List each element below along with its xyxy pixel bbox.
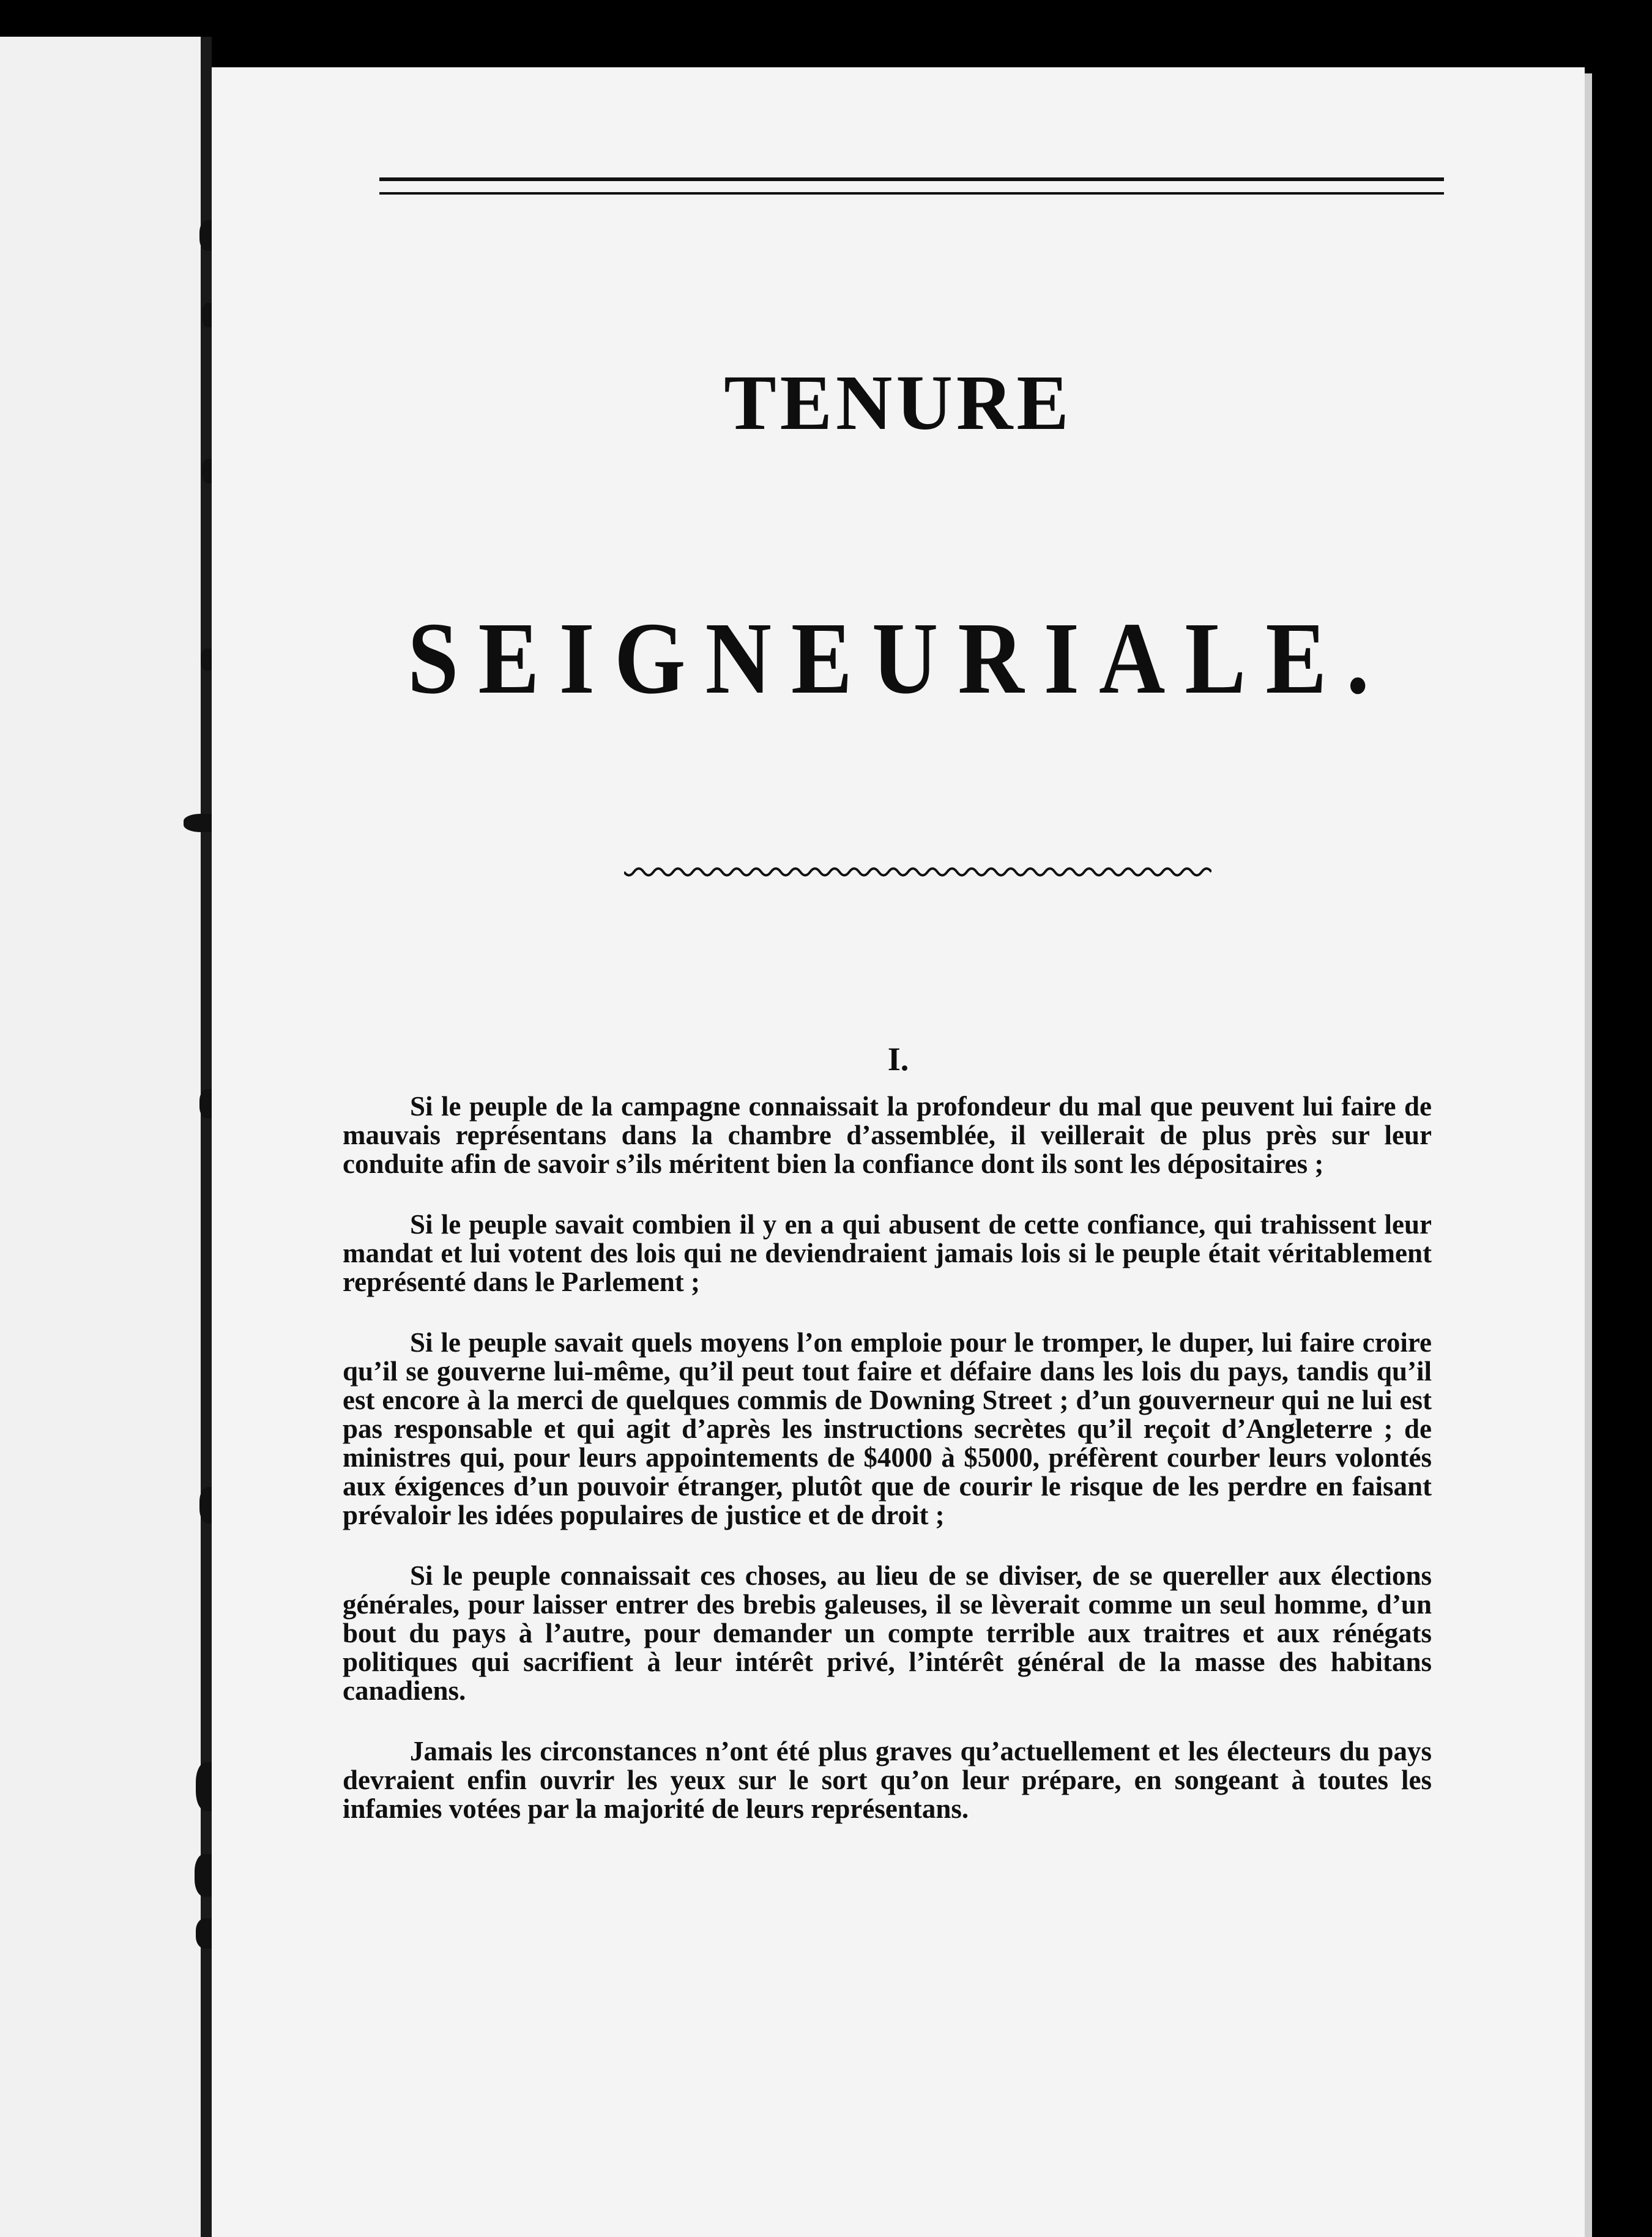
title-line-1: TENURE (724, 359, 1073, 446)
paragraph: Jamais les circonstances n’ont été plus graves qu’actuellement et les électeurs du pays devraient enfin ouvrir les yeux sur le sort qu’on leur prépare, en songeant à toutes les infamies votées par la majorité de leurs représentans. (343, 1736, 1432, 1824)
paragraph: Si le peuple savait quels moyens l’on emploie pour le tromper, le duper, lui faire croire qu’il se gouverne lui-même, qu’il peut tout faire et défaire dans les lois du pays, tandis qu’il est encore à la merci de quelques commis de Downing Street ; d’un gouverneur qui ne lui est pas responsable et qui agit d’après les instructions secrètes qu’il reçoit d’Angleterre ; de ministres qui, pour leurs appointements de $4000 à $5000, préfèrent courber leurs volontés aux éxigences d’un pouvoir étranger, plutôt que de courir le risque de les perdre en faisant prévaloir les idées populaires de justice et de droit ; (343, 1327, 1432, 1530)
paragraph: Si le peuple savait combien il y en a qui abusent de cette confiance, qui trahissent leur mandat et lui votent des lois qui ne deviendraient jamais lois si le peuple était véritablement représenté dans le Parlement ; (343, 1209, 1432, 1297)
book-gutter (201, 37, 212, 2237)
facing-page-edge (0, 37, 202, 2237)
wavy-ornament-rule (624, 863, 1211, 881)
body-text (343, 1092, 1432, 1823)
title-line-2: SEIGNEURIALE. (407, 601, 1389, 715)
paragraph: Si le peuple de la campagne connaissait la profondeur du mal que peuvent lui faire de mauvais représentans dans la chambre d’assemblée, il veillerait de plus près sur leur conduite afin de savoir s’ils méritent bien la confiance dont ils sont les dépositaires ; (343, 1091, 1432, 1179)
section-number: I. (887, 1041, 909, 1078)
paragraph: Si le peuple connaissait ces choses, au lieu de se diviser, de se quereller aux élections générales, pour laisser entrer des brebis galeuses, il se lèverait comme un seul homme, d’un bout du pays à l’autre, pour demander un compte terrible aux traitres et aux rénégats politiques qui sacrifient à leur intérêt privé, l’intérêt général de la masse des habitans canadiens. (343, 1560, 1432, 1706)
page-edge (1585, 73, 1592, 2237)
top-double-rule (379, 177, 1444, 195)
